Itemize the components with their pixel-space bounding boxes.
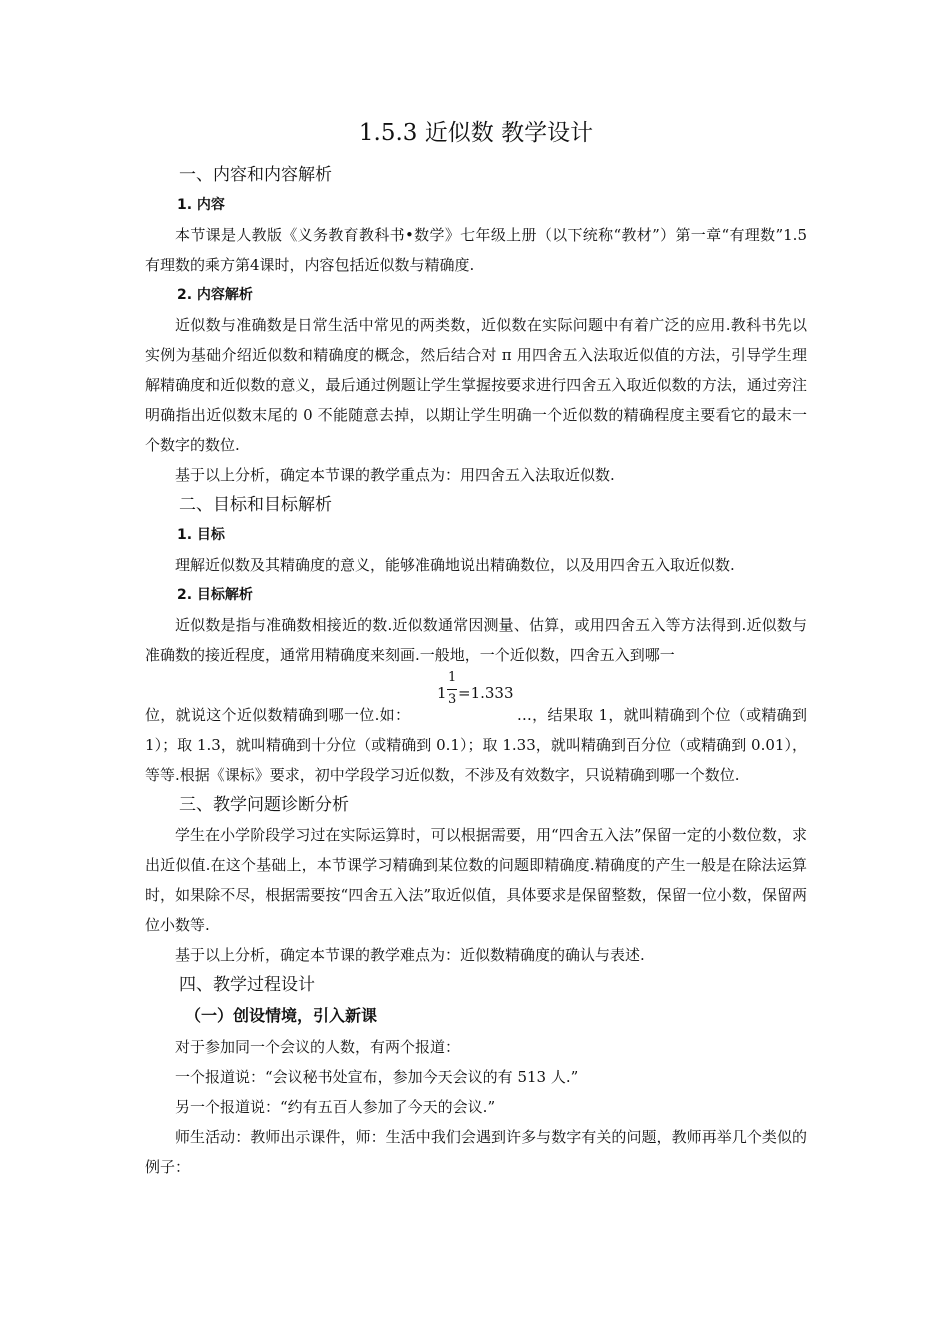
paragraph: 另一个报道说：“约有五百人参加了今天的会议.” [175, 1098, 496, 1116]
paragraph: 近似数是指与准确数相接近的数.近似数通常因测量、估算，或用四舍五入等方法得到.近似数与准确数的接近程度，通常用精确度来刻画.一般地，一个近似数，四舍五入到哪一 [145, 616, 807, 664]
document-body [145, 116, 812, 1182]
fraction-value: =1.333 [458, 684, 514, 702]
subheading-content-analysis: 2. 内容解析 [177, 287, 253, 303]
fraction-whole: 1 [437, 684, 447, 702]
paragraph: 理解近似数及其精确度的意义，能够准确地说出精确数位，以及用四舍五入取近似数. [175, 556, 735, 574]
paragraph: 学生在小学阶段学习过在实际运算时，可以根据需要，用“四舍五入法”保留一定的小数位数，求出近似值.在这个基础上，本节课学习精确到某位数的问题即精确度.精确度的产生一般是在除法运算时，如果除不尽，根据需要按“四舍五入法”取近似值，具体要求是保留整数，保留一位小数，保留两位小数等. [145, 826, 807, 934]
subheading-goal-analysis: 2. 目标解析 [177, 587, 253, 603]
paragraph: 一个报道说：“会议秘书处宣布，参加今天会议的有 513 人.” [175, 1068, 579, 1086]
paragraph: 师生活动：教师出示课件，师：生活中我们会遇到许多与数字有关的问题，教师再举几个类似的例子： [145, 1128, 807, 1176]
paragraph: 位，就说这个近似数精确到哪一位.如： …，结果取 1，就叫精确到个位（或精确到 1）；取 1.3，就叫精确到十分位（或精确到 0.1）；取 1.33，就叫精确到百分位（或精确到 0.01），等等.根据《课标》要求，初中学段学习近似数，不涉及有效数字，只说精确到哪一个数位. [145, 706, 812, 784]
section-heading-1: 一、内容和内容解析 [179, 165, 332, 185]
fraction-example [145, 670, 807, 718]
paragraph: 基于以上分析，确定本节课的教学难点为：近似数精确度的确认与表述. [175, 946, 645, 964]
page-title: 1.5.3 近似数 教学设计 [358, 120, 594, 146]
section-heading-4: 四、教学过程设计 [179, 975, 315, 995]
fraction-numerator: 1 [448, 670, 457, 685]
section-heading-2: 二、目标和目标解析 [179, 495, 332, 515]
fraction-denominator: 3 [448, 692, 457, 707]
paragraph: 对于参加同一个会议的人数，有两个报道： [175, 1038, 461, 1056]
subheading-scenario: （一）创设情境，引入新课 [185, 1006, 378, 1025]
section-heading-3: 三、教学问题诊断分析 [179, 795, 349, 815]
paragraph: 基于以上分析，确定本节课的教学重点为：用四舍五入法取近似数. [175, 466, 615, 484]
fraction-bar [447, 689, 457, 690]
subheading-content: 1. 内容 [177, 197, 225, 213]
paragraph: 近似数与准确数是日常生活中常见的两类数，近似数在实际问题中有着广泛的应用.教科书先以实例为基础介绍近似数和精确度的概念，然后结合对 π 用四舍五入法取近似值的方法，引导学生理解精确度和近似数的意义，最后通过例题让学生掌握按要求进行四舍五入取近似数的方法，通过旁注明确指出近似数末尾的 0 不能随意去掉，以期让学生明确一个近似数的精确程度主要看它的最末一个数字的数位. [145, 316, 807, 454]
subheading-goal: 1. 目标 [177, 527, 225, 543]
paragraph: 本节课是人教版《义务教育教科书•数学》七年级上册（以下统称“教材”）第一章“有理数”1.5有理数的乘方第4课时，内容包括近似数与精确度. [145, 226, 807, 274]
